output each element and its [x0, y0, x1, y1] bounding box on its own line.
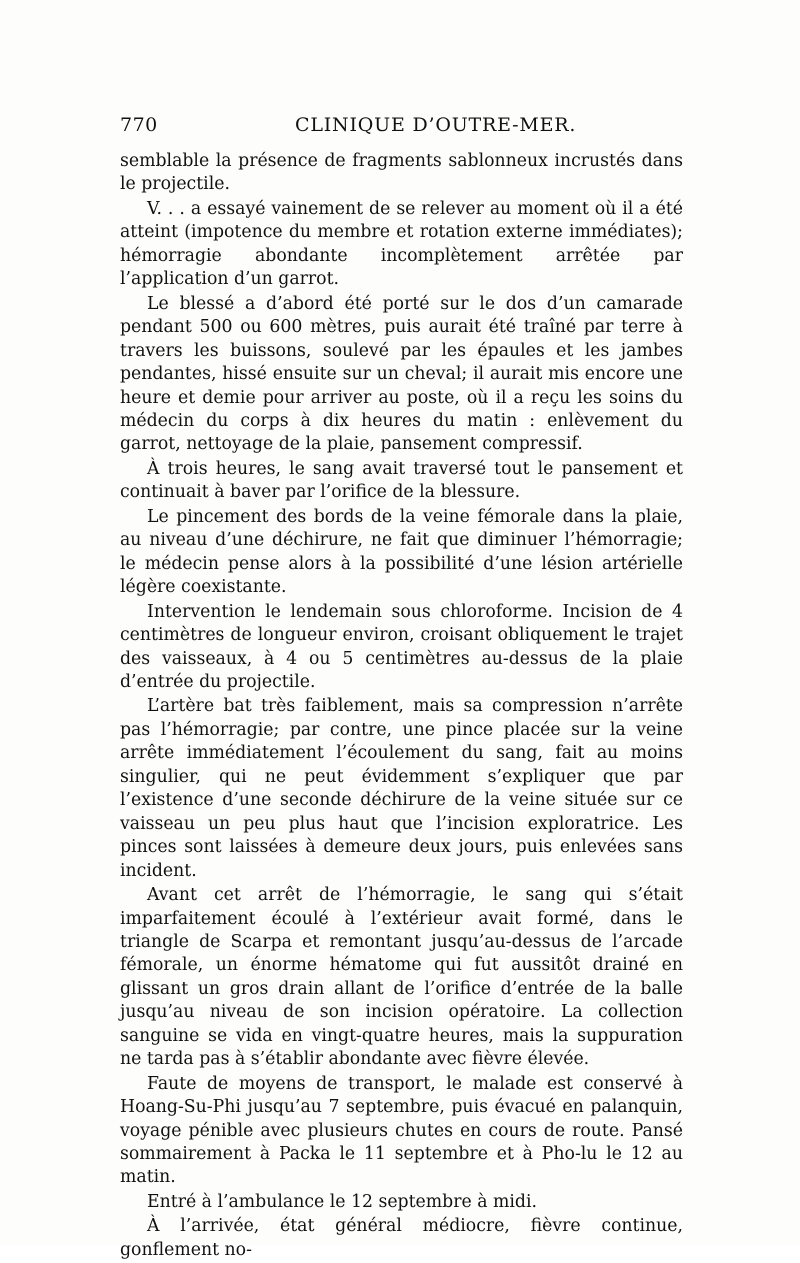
paragraph: Avant cet arrêt de l’hémorragie, le sang qui s’était imparfaitement écoulé à l’extérieur avait formé, dans le triangle de Scarpa et remontant jusqu’au-dessus de l’arcade fémorale, un énorme hématome qui fut aussitôt drainé en glissant un gros drain allant de l’orifice d’entrée de la balle jusqu’au niveau de son incision opératoire. La collection sanguine se vida en vingt-quatre heures, mais la suppuration ne tarda pas à s’établir abondante avec fièvre élevée.: [120, 885, 683, 1070]
paragraph: Entré à l’ambulance le 12 septembre à midi.: [147, 1191, 538, 1212]
paragraph: V. . . a essayé vainement de se relever au moment où il a été atteint (impotence du membre et rotation externe immédiates); hémorragie abondante incomplètement arrêtée par l’application d’un garrot.: [120, 198, 683, 290]
page-header: [120, 114, 683, 142]
page-number: 770: [120, 114, 158, 136]
paragraph: À l’arrivée, état général médiocre, fièvre continue, gonflement no-: [120, 1216, 683, 1260]
body-text: [120, 150, 683, 1263]
running-title: CLINIQUE D’OUTRE-MER.: [295, 114, 577, 136]
paragraph: À trois heures, le sang avait traversé tout le pansement et continuait à baver par l’orifice de la blessure.: [120, 458, 683, 503]
paragraph-continuation: semblable la présence de fragments sablonneux incrustés dans le projectile.: [120, 151, 683, 195]
paragraph: Le blessé a d’abord été porté sur le dos d’un camarade pendant 500 ou 600 mètres, puis aurait été traîné par terre à travers les buissons, soulevé par les épaules et les jambes pendantes, hissé ensuite sur un cheval; il aurait mis encore une heure et demie pour arriver au poste, où il a reçu les soins du médecin du corps à dix heures du matin : enlèvement du garrot, nettoyage de la plaie, pansement compressif.: [120, 293, 683, 455]
paragraph: Faute de moyens de transport, le malade est conservé à Hoang-Su-Phi jusqu’au 7 septembre, puis évacué en palanquin, voyage pénible avec plusieurs chutes en cours de route. Pansé sommairement à Packa le 11 septembre et à Pho-lu le 12 au matin.: [120, 1073, 683, 1188]
paragraph: Intervention le lendemain sous chloroforme. Incision de 4 centimètres de longueur environ, croisant obliquement le trajet des vaisseaux, à 4 ou 5 centimètres au-dessus de la plaie d’entrée du projectile.: [120, 601, 683, 692]
paragraph: Le pincement des bords de la veine fémorale dans la plaie, au niveau d’une déchirure, ne fait que diminuer l’hémorragie; le médecin pense alors à la possibilité d’une lésion artérielle légère coexistante.: [120, 506, 683, 598]
paragraph: L’artère bat très faiblement, mais sa compression n’arrête pas l’hémorragie; par contre, une pince placée sur la veine arrête immédiatement l’écoulement du sang, fait au moins singulier, qui ne peut évidemment s’expliquer que par l’existence d’une seconde déchirure de la veine située sur ce vaisseau un peu plus haut que l’incision exploratrice. Les pinces sont laissées à demeure deux jours, puis enlevées sans incident.: [120, 696, 683, 881]
